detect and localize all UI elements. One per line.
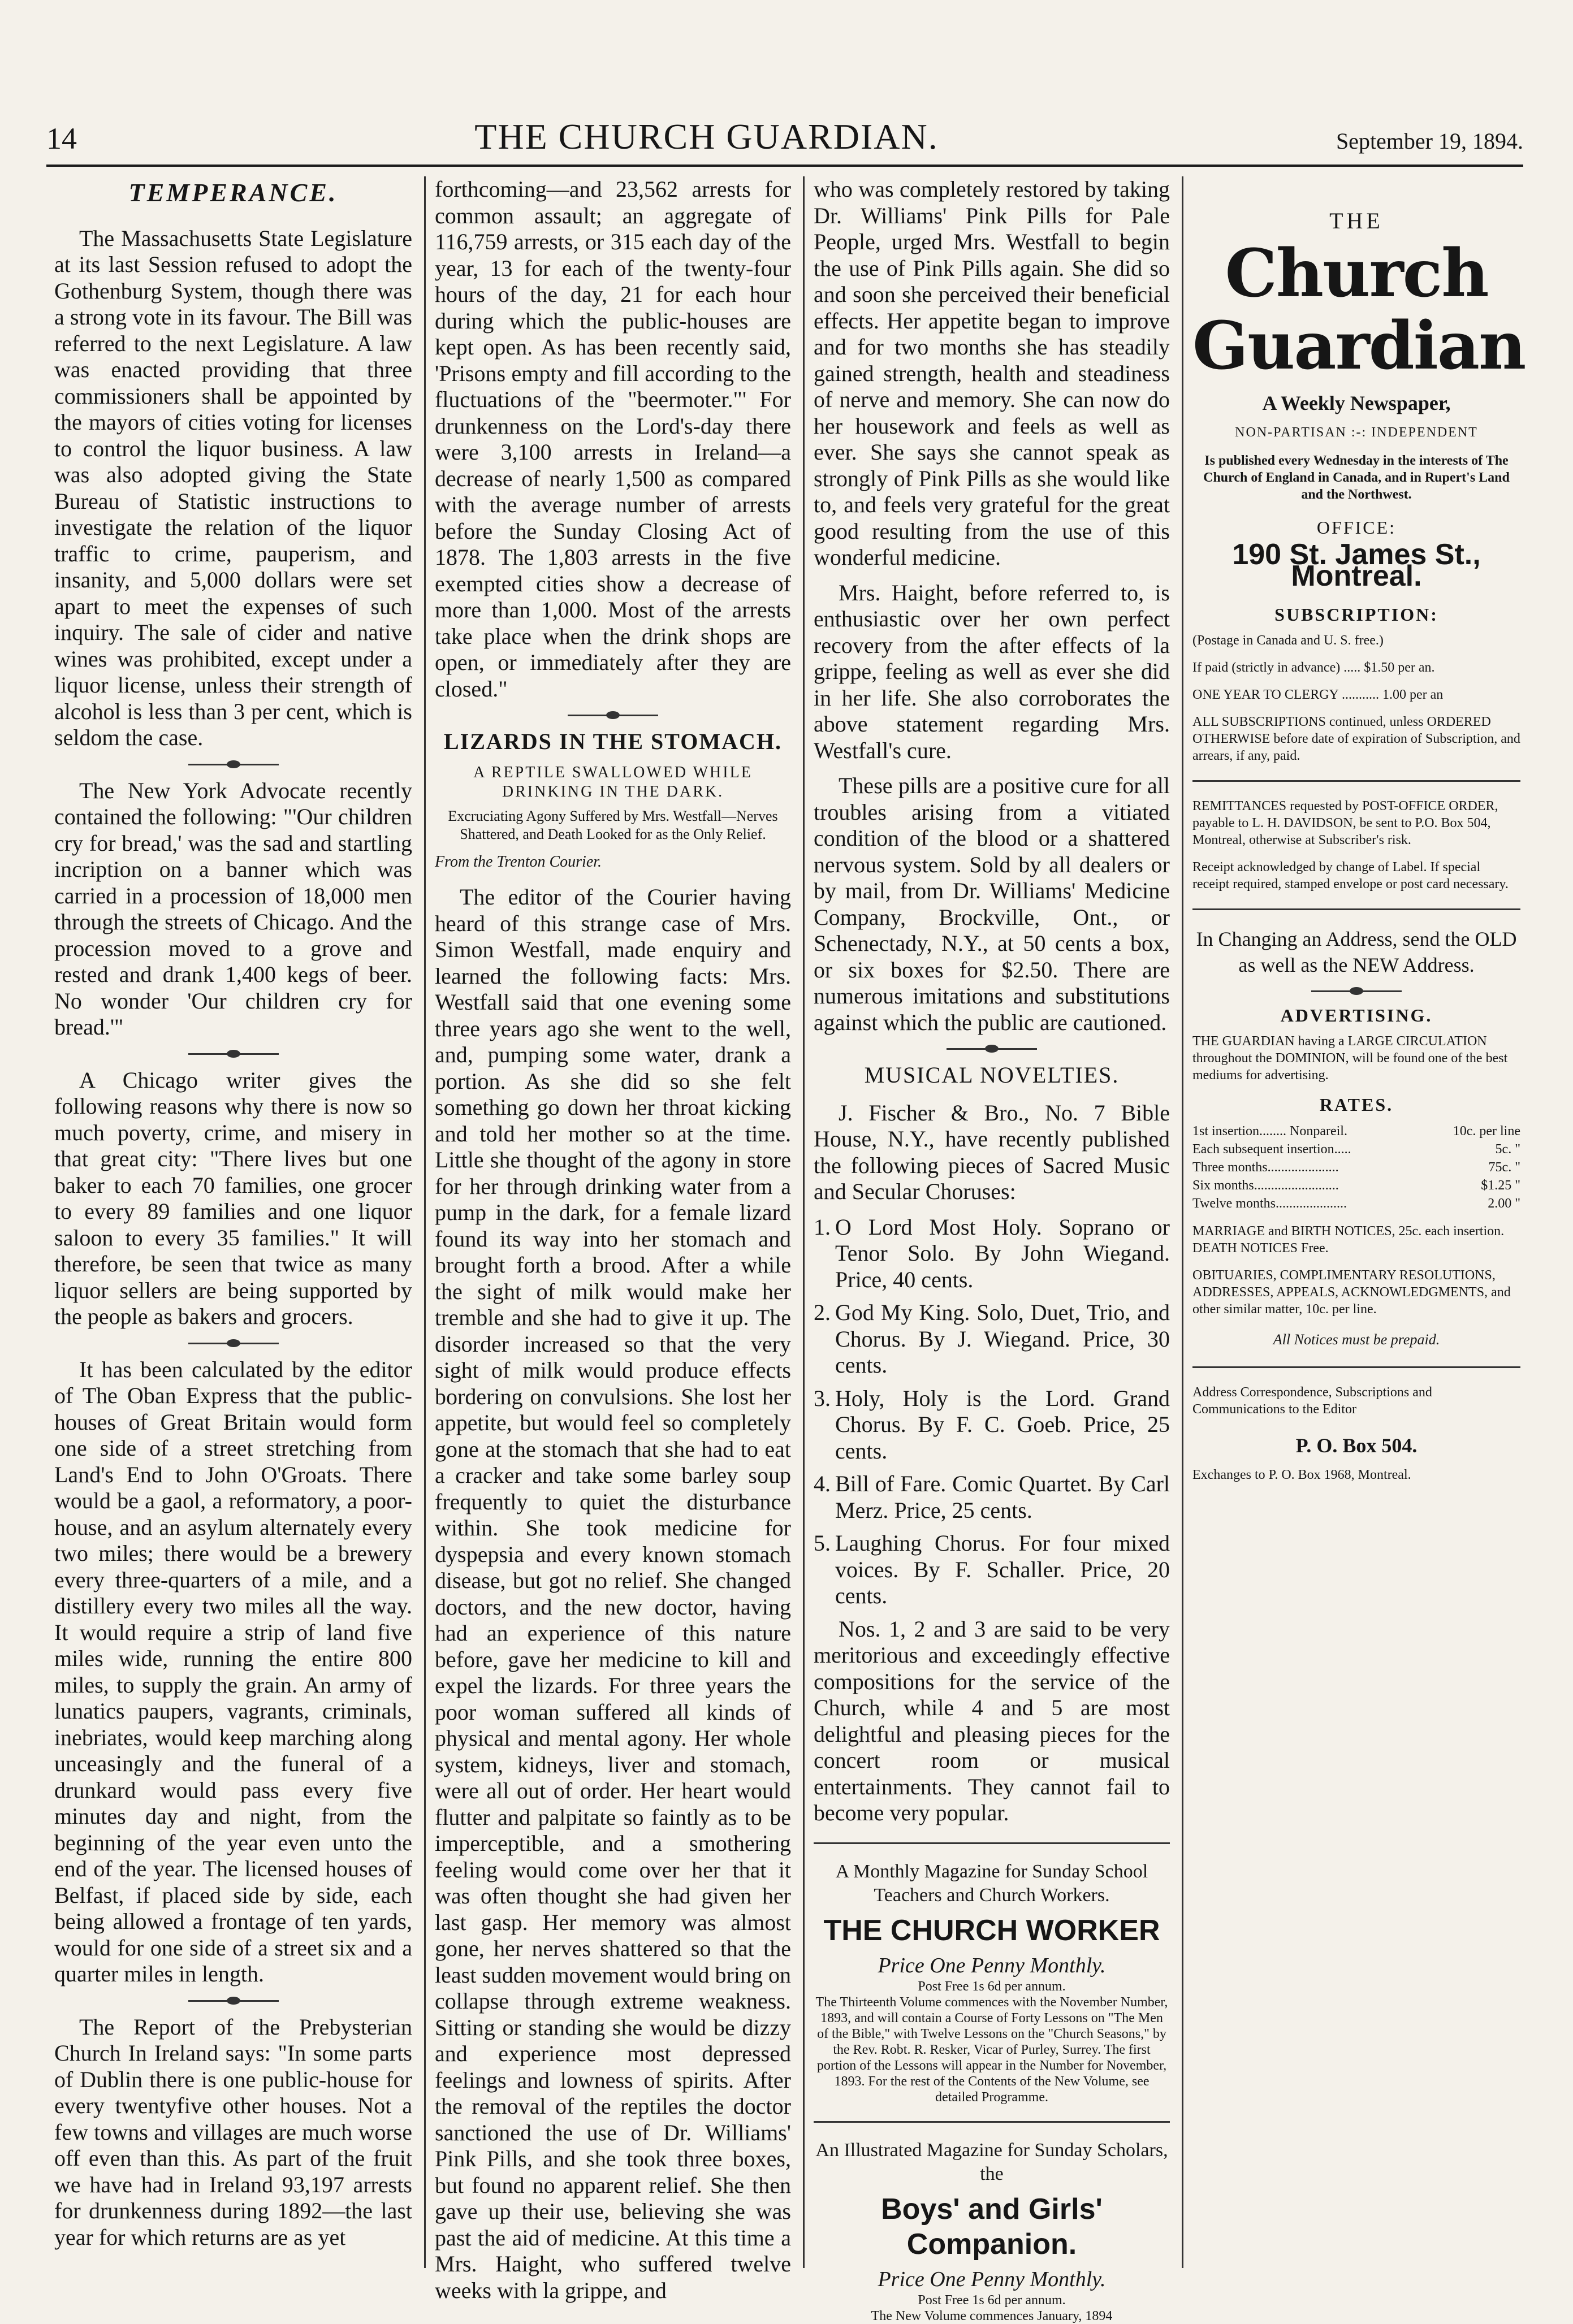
advert-divider: [814, 2121, 1170, 2123]
companion-note: The New Volume commences January, 1894: [871, 2308, 1113, 2323]
rate-row: Twelve months..................... 2.00 ": [1192, 1196, 1520, 1211]
obituaries-note: OBITUARIES, COMPLIMENTARY RESOLUTIONS, ADDRESSES, APPEALS, ACKNOWLEDGMENTS, and other similar matter, 10c. per line.: [1192, 1268, 1511, 1317]
church-worker-post: Post Free 1s 6d per annum.: [918, 1979, 1066, 1994]
advert-divider: [814, 1842, 1170, 1844]
companion-price: Price One Penny Monthly.: [878, 2267, 1106, 2291]
section-divider: [1192, 780, 1520, 782]
lizards-summary: Excruciating Agony Suffered by Mrs. Westfall—Nerves Shattered, and Death Looked for as the Only Relief.: [448, 807, 778, 842]
subscription-heading: SUBSCRIPTION:: [1274, 604, 1438, 625]
postage-note: (Postage in Canada and U. S. free.): [1192, 633, 1384, 648]
article-paragraph: A Chicago writer gives the following reasons why there is now so much poverty, crime, and misery in that great city: "There lives but one baker to each 70 families, one grocer to every 89 families and one liquor saloon to every 35 families." It will therefore, be seen that twice as many liquor sellers are being supported by the people as bakers and grocers.: [54, 1067, 412, 1329]
page-number: 14: [46, 122, 77, 155]
article-paragraph: The Massachusetts State Legislature at its last Session refused to adopt the Gothenburg System, though there was a strong vote in its favour. The Bill was referred to the next Legislature. A law was enacted providing that three commissioners shall be appointed by the mayors of cities voting for licenses to control the liquor business. A law was also adopted giving the State Bureau of Statistic instructions to investigate the relation of the liquor traffic to crime, pauperism, and insanity, and 5,000 dollars were set apart to meet the expenses of such inquiry. The sale of cider and native wines was prohibited, except under a liquor license, unless their strength of alcohol is less than 3 per cent, which is seldom the case.: [54, 225, 412, 750]
article-paragraph: who was completely restored by taking Dr. Williams' Pink Pills for Pale People, urged Mrs. Westfall to begin the use of Pink Pills again. She did so and soon she perceived their beneficial effects. Her appetite began to improve and for two months she has steadily gained strength, health and steadiness of nerve and memory. She can now do her housework and feels as well as ever. She says she cannot speak as strongly of Pink Pills as she would like to, and feels very grateful for the great good resulting from the use of this wonderful medicine.: [814, 176, 1170, 570]
article-paragraph: forthcoming—and 23,562 arrests for common assault; an aggregate of 116,759 arrests, or 315 each day of the year, 13 for each of the twenty-four hours of the day, 21 for each hour during which the public-houses are kept open. As has been recently said, 'Prisons empty and fill according to the fluctuations of the "beermoter."' For drunkenness on the Lord's-day there were 3,100 arrests in Ireland—a decrease of nearly 1,500 as compared with the average number of arrests before the Sunday Closing Act of 1878. The 1,803 arrests in the five exempted cities show a decrease of more than 1,000. Most of the arrests take place when the drink shops are open, or immediately after they are closed.": [435, 176, 791, 702]
advertising-text: THE GUARDIAN having a LARGE CIRCULATION throughout the DOMINION, will be found one of the best mediums for advertising.: [1192, 1034, 1508, 1083]
rate-row: Each subsequent insertion..... 5c. ": [1192, 1142, 1520, 1157]
po-box: P. O. Box 504.: [1295, 1434, 1418, 1457]
page-header: [46, 116, 1523, 167]
church-worker-title: THE CHURCH WORKER: [823, 1914, 1160, 1947]
section-divider: [188, 1343, 279, 1344]
article-paragraph: Mrs. Haight, before referred to, is enthusiastic over her own perfect recovery from the after effects of la grippe, feeling as well as ever she did in her life. She also corroborates the above statement regarding Mrs. Westfall's cure.: [814, 579, 1170, 763]
companion-title: Boys' and Girls' Companion.: [881, 2192, 1103, 2261]
price-advance: If paid (strictly in advance) ..... $1.50 per an.: [1192, 660, 1435, 675]
article-paragraph: It has been calculated by the editor of The Oban Express that the public-houses of Great Britain would form one side of a street stretching from Land's End to John O'Groats. There would be a gaol, a reformatory, a poor-house, and an asylum alternately every two miles; there would be a brewery every three-quarters of a mile, and a distillery every two miles all the way. It would require a strip of land five miles wide, running the entire 800 miles, to supply the grain. An army of lunatics paupers, vagrants, criminals, inebriates, would keep marching along unceasingly and the funeral of a drunkard would pass every five minutes day and night, from the beginning of the year even unto the end of the year. The licensed houses of Belfast, if placed side by side, each being allowed a frontage of ten yards, would for one side of a street six and a quarter miles in length.: [54, 1356, 412, 1987]
music-list-item: 3. Holy, Holy is the Lord. Grand Chorus. By F. C. Goeb. Price, 25 cents.: [814, 1385, 1170, 1464]
section-divider: [568, 715, 658, 716]
publication-note: Is published every Wednesday in the interests of The Church of England in Canada, and in Rupert's Land and the Northwest.: [1203, 453, 1510, 502]
section-divider: [1311, 990, 1402, 992]
brand-name: Church Guardian: [1192, 235, 1526, 384]
office-label: OFFICE:: [1316, 517, 1397, 538]
companion-intro: An Illustrated Magazine for Sunday Scholars, the: [815, 2139, 1168, 2184]
music-intro: J. Fischer & Bro., No. 7 Bible House, N.Y., have recently published the following pieces of Sacred Music and Secular Choruses:: [814, 1100, 1170, 1204]
advertising-heading: ADVERTISING.: [1280, 1005, 1433, 1025]
column-1: [45, 176, 421, 2268]
article-paragraph: The editor of the Courier having heard of this strange case of Mrs. Simon Westfall, made enquiry and learned the following facts: Mrs. Westfall said that one evening some three years ago she went to the well, and, pumping some water, drank a portion. As she did so she felt something go down her throat kicking and told her mother so at the time. Little she thought of the agony in store for her through drinking water from a pump in the dark, for a female lizard found its way into her stomach and brought forth a brood. After a while the sight of milk would make her tremble and she had to give it up. The disorder increased so that the very sight of milk would produce effects bordering on convulsions. She lost her appetite, but would feel so completely gone at the stomach that she had to eat a cracker and take some barley soup frequently to quiet the disturbance within. She took medicine for dyspepsia and every known stomach disease, but got no relief. She changed doctors, and the new doctor, having had an experience of this nature before, gave her medicine to kill and expel the lizards. For three years the poor woman suffered all kinds of physical and mental agony. Her whole system, kidneys, liver and stomach, were all out of order. Her heart would flutter and palpitate so faintly as to be imperceptible, and a smothering feeling would come over her that it was often thought she had given her last gasp. Her memory was almost gone, her nerves shattered so that the least sudden movement would bring on collapse through extreme weakness. Sitting or standing she would be dizzy and experience most depressed feelings and lowness of spirits. After the removal of the reptiles the doctor sanctioned the use of Dr. Williams' Pink Pills, and she took three boxes, but found no apparent relief. She then gave up their use, believing she was past the aid of medicine. At this time a Mrs. Haight, who suffered twelve weeks with la grippe, and: [435, 884, 791, 2303]
church-worker-intro: A Monthly Magazine for Sunday School Teachers and Church Workers.: [835, 1860, 1148, 1906]
article-paragraph: The Report of the Prebysterian Church In Ireland says: "In some parts of Dublin there is one public-house for every twentyfive other houses. Not a few towns and villages are much worse off even than this. As part of the fruit we have had in Ireland 93,197 arrests for drunkenness during 1892—the last year for which returns are as yet: [54, 2014, 412, 2250]
section-divider: [1192, 908, 1520, 910]
church-worker-body: The Thirteenth Volume commences with the November Number, 1893, and will contain a Course of Forty Lessons on "The Men of the Bible," with Twelve Lessons on the "Church Seasons," by the Rev. Robt. R. Resker, Vicar of Purley, Surrey. The first portion of the Lessons will appear in the Number for November, 1893. For the rest of the Contents of the New Volume, see detailed Programme.: [815, 1994, 1168, 2105]
music-list-item: 4. Bill of Fare. Comic Quartet. By Carl Merz. Price, 25 cents.: [814, 1471, 1170, 1523]
prepaid-note: All Notices must be prepaid.: [1273, 1331, 1440, 1348]
article-paragraph: The New York Advocate recently contained the following: "'Our children cry for bread,' was the sad and startling incription on a banner which was carried in a procession of 18,000 men through the streets of Chicago. And the procession moved to a grove and rested and drank 1,400 kegs of beer. No wonder 'Our children cry for bread.'": [54, 777, 412, 1040]
rate-row: 1st insertion........ Nonpareil. 10c. per line: [1192, 1124, 1520, 1139]
music-note: Nos. 1, 2 and 3 are said to be very meritorious and exceedingly effective compositions for the service of the Church, while 4 and 5 are most delightful and pleasing pieces for the concert room or musical entertainments. They cannot fail to become very popular.: [814, 1616, 1170, 1825]
column-4: [1182, 176, 1529, 2268]
column-3: [803, 176, 1179, 2323]
music-heading: MUSICAL NOVELTIES.: [864, 1062, 1120, 1088]
receipt-note: Receipt acknowledged by change of Label. If special receipt required, stamped envelope or post card necessary.: [1192, 860, 1509, 891]
exchanges-note: Exchanges to P. O. Box 1968, Montreal.: [1192, 1468, 1411, 1482]
lizards-subheading: A REPTILE SWALLOWED WHILE DRINKING IN THE DARK.: [473, 763, 753, 800]
temperance-heading: TEMPERANCE.: [128, 178, 338, 207]
section-divider: [188, 2000, 279, 2002]
masthead-title: THE CHURCH GUARDIAN.: [474, 116, 939, 157]
continued-note: ALL SUBSCRIPTIONS continued, unless ORDERED OTHERWISE before date of expiration of Subscription, and arrears, if any, paid.: [1192, 715, 1520, 763]
rate-row: Three months..................... 75c. ": [1192, 1160, 1520, 1175]
correspondence-note: Address Correspondence, Subscriptions and Communications to the Editor: [1192, 1385, 1432, 1417]
music-list-item: 1. O Lord Most Holy. Soprano or Tenor Solo. By John Wiegand. Price, 40 cents.: [814, 1214, 1170, 1292]
column-2: [424, 176, 800, 2303]
article-source: From the Trenton Courier.: [435, 852, 602, 871]
rate-row: Six months......................... $1.25 ": [1192, 1178, 1520, 1193]
section-divider: [947, 1048, 1037, 1050]
music-list-item: 2. God My King. Solo, Duet, Trio, and Chorus. By J. Wiegand. Price, 30 cents.: [814, 1300, 1170, 1378]
brand-tagline: A Weekly Newspaper,: [1262, 392, 1451, 414]
article-paragraph: These pills are a positive cure for all troubles arising from a vitiated condition of the blood or a shattered nervous system. Sold by all dealers or by mail, from Dr. Williams' Medicine Company, Brockville, Ont., or Schenectady, N.Y., at 50 cents a box, or six boxes for $2.50. There are numerous imitations and substitutions against which the public are cautioned.: [814, 773, 1170, 1035]
price-clergy: ONE YEAR TO CLERGY ........... 1.00 per an: [1192, 687, 1444, 702]
section-divider: [1192, 1366, 1520, 1368]
office-address: 190 St. James St., Montreal.: [1232, 538, 1481, 592]
remittance-note: REMITTANCES requested by POST-OFFICE ORDER, payable to L. H. DAVIDSON, be sent to P.O. Box 504, Montreal, otherwise at Subscriber's risk.: [1192, 799, 1498, 847]
companion-post: Post Free 1s 6d per annum.: [918, 2292, 1066, 2308]
section-divider: [188, 764, 279, 765]
issue-date: September 19, 1894.: [1336, 128, 1523, 154]
brand-the: THE: [1329, 208, 1384, 233]
music-list-item: 5. Laughing Chorus. For four mixed voices. By F. Schaller. Price, 20 cents.: [814, 1530, 1170, 1608]
church-worker-price: Price One Penny Monthly.: [878, 1953, 1106, 1977]
rates-heading: RATES.: [1319, 1094, 1394, 1115]
changing-address-note: In Changing an Address, send the OLD as well as the NEW Address.: [1196, 928, 1517, 976]
lizards-heading: LIZARDS IN THE STOMACH.: [444, 729, 782, 754]
nonpartisan-line: NON-PARTISAN :-: INDEPENDENT: [1235, 425, 1478, 440]
marriage-note: MARRIAGE and BIRTH NOTICES, 25c. each insertion. DEATH NOTICES Free.: [1192, 1224, 1505, 1256]
section-divider: [188, 1053, 279, 1055]
